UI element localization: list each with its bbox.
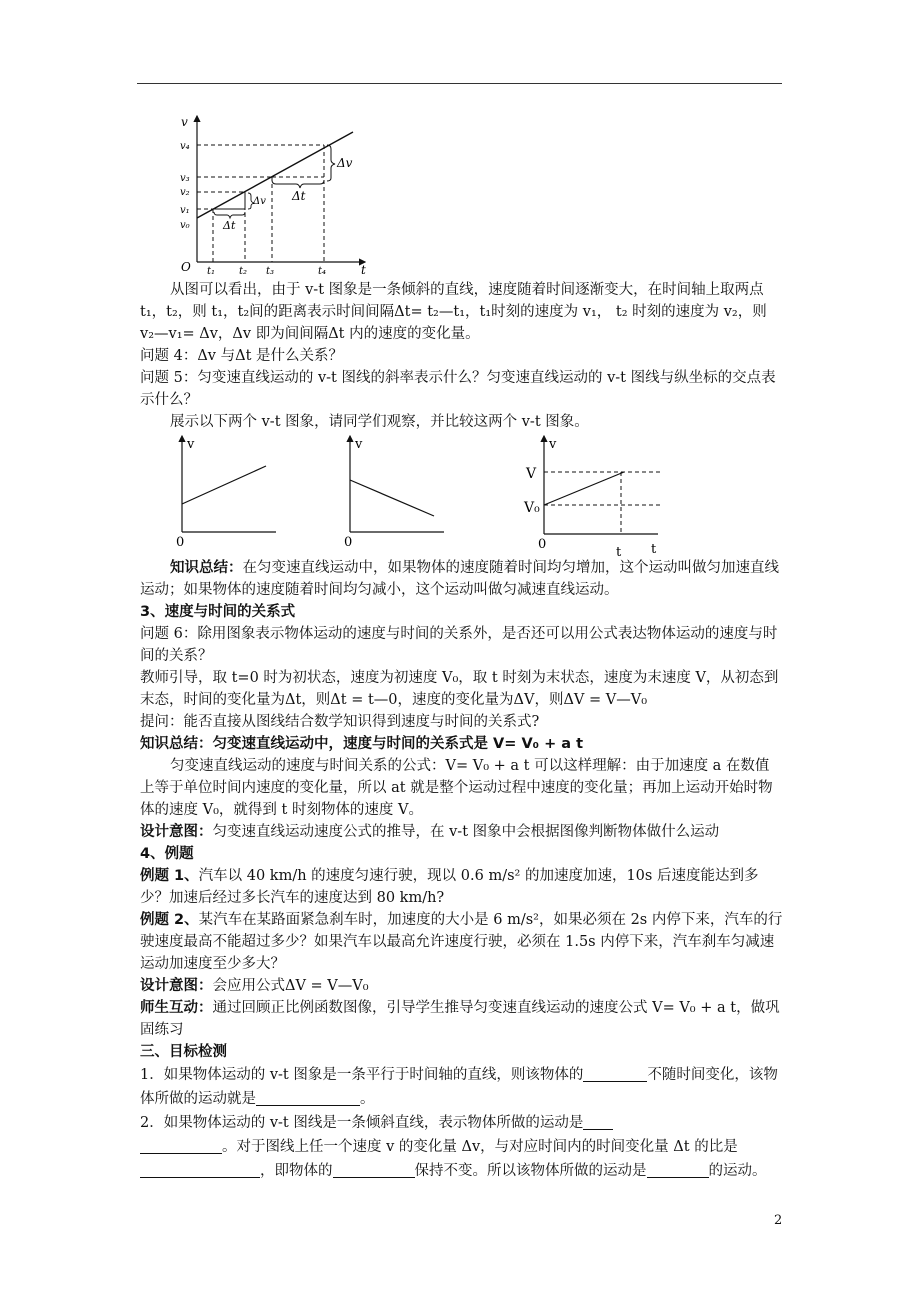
- graph-formula: [520, 432, 670, 562]
- tick-t2: t₂: [239, 266, 248, 277]
- tick-v3: v₃: [180, 173, 190, 184]
- knowledge-summary-1-text: 在匀变速直线运动中，如果物体的速度随着时间均匀增加，这个运动叫做匀加速直线运动；如果物体的速度随着时间均匀减小，这个运动叫做匀减速直线运动。: [140, 560, 779, 598]
- check-2-part-c: ，即物体的: [260, 1163, 333, 1179]
- graph3-V0-label: V₀: [524, 500, 540, 516]
- question-4: 问题 4：Δv 与Δt 是什么关系？: [140, 348, 344, 364]
- example-1-text: 汽车以 40 km/h 的速度匀速行驶，现以 0.6 m/s² 的加速度加速，10s 后速度能达到多少？加速后经过多长汽车的速度达到 80 km/h?: [140, 868, 759, 906]
- section-heading-3: 3、速度与时间的关系式: [140, 604, 296, 620]
- x-axis-label: t: [361, 263, 366, 277]
- design-intent-1-label: 设计意图：: [140, 824, 213, 840]
- design-intent-1-text: 匀变速直线运动速度公式的推导，在 v-t 图象中会根据图像判断物体做什么运动: [212, 824, 720, 840]
- graph-decreasing: [338, 432, 448, 550]
- knowledge-summary-2: 知识总结：匀变速直线运动中，速度与时间的关系式是 V= V₀ + a t: [140, 736, 584, 752]
- check-2-part-a: 2．如果物体运动的 v-t 图线是一条倾斜直线，表示物体所做的运动是: [140, 1115, 584, 1131]
- graph3-V-label: V: [526, 466, 537, 482]
- delta-v-small-label: Δv: [253, 196, 266, 207]
- graph2-y-label: v: [355, 437, 363, 452]
- design-intent-2: [140, 975, 783, 997]
- tick-v0: v₀: [180, 220, 190, 231]
- page-number: 2: [774, 1213, 783, 1228]
- origin-label: O: [181, 260, 191, 274]
- example-2-label: 例题 2、: [140, 912, 199, 928]
- graph1-line: [182, 466, 266, 504]
- tick-t4: t₄: [318, 266, 327, 277]
- check-2-blank-3[interactable]: [333, 1163, 415, 1178]
- check-2-blank-4[interactable]: [647, 1163, 709, 1178]
- knowledge-summary-1: [140, 557, 783, 601]
- section-heading-check: 三、目标检测: [140, 1044, 227, 1060]
- check-question-2: [140, 1111, 783, 1183]
- delta-t-label: Δt: [292, 189, 306, 203]
- check-2-blank-1a[interactable]: [583, 1115, 613, 1130]
- question-ask: 提问：能否直接从图线结合数学知识得到速度与时间的关系式?: [140, 714, 540, 730]
- teacher-guide: 教师引导，取 t=0 时为初状态，速度为初速度 V₀，取 t 时刻为末状态，速度为末速度 V，从初态到末态，时间的变化量为Δt，则Δt = t—0，速度的变化量为ΔV，则ΔV = V—V₀: [140, 670, 779, 708]
- tick-v4: v₄: [180, 141, 190, 152]
- graph-increasing: [170, 432, 280, 550]
- section-heading-4: 4、例题: [140, 846, 194, 862]
- figure-vt-graph: [175, 110, 375, 280]
- check-1-part-a: 1．如果物体运动的 v-t 图象是一条平行于时间轴的直线，则该物体的: [140, 1067, 584, 1083]
- paragraph-explanation: 从图可以看出，由于 v-t 图象是一条倾斜的直线，速度随着时间逐渐变大，在时间轴上取两点 t₁，t₂，则 t₁，t₂间的距离表示时间间隔Δt= t₂—t₁，t₁时刻的速度为 v₁， t₂ 时刻的速度为 v₂，则 v₂—v₁= Δv，Δv 即为间间隔Δt 内的速度的变化量。: [140, 282, 767, 342]
- check-1-part-b: 不随时间变化，该物体所做的运动就是: [140, 1067, 778, 1107]
- example-2: [140, 909, 783, 975]
- tick-v1: v₁: [180, 205, 190, 216]
- check-1-part-c: 。: [360, 1091, 375, 1107]
- graph2-origin: 0: [344, 535, 353, 550]
- graph2-line: [350, 480, 434, 516]
- tick-t3: t₃: [266, 266, 275, 277]
- graph3-line: [544, 472, 624, 505]
- delta-t-small-label: Δt: [223, 219, 236, 232]
- check-2-part-e: 的运动。: [708, 1163, 767, 1179]
- design-intent-1: [140, 821, 783, 843]
- graph3-y-label: v: [549, 437, 557, 452]
- graph3-t-axis: t: [651, 542, 657, 557]
- y-axis-label: v: [181, 115, 188, 129]
- header-rule: [137, 83, 782, 84]
- design-intent-2-text: 会应用公式ΔV = V—V₀: [212, 978, 369, 994]
- check-2-blank-2[interactable]: [140, 1163, 260, 1178]
- graph3-t-tick: t: [616, 545, 622, 560]
- teacher-student-interaction: [140, 997, 783, 1041]
- graph1-y-label: v: [187, 437, 195, 452]
- graph1-origin: 0: [176, 535, 185, 550]
- interaction-label: 师生互动：: [140, 1000, 213, 1016]
- example-2-text: 某汽车在某路面紧急刹车时，加速度的大小是 6 m/s²，如果必须在 2s 内停下来，汽车的行驶速度最高不能超过多少？如果汽车以最高允许速度行驶，必须在 1.5s 内停下来，汽车刹车匀减速运动加速度至少多大？: [140, 912, 783, 972]
- example-1-label: 例题 1、: [140, 868, 199, 884]
- check-1-blank-1[interactable]: [583, 1067, 647, 1082]
- delta-t-brace: [272, 180, 324, 188]
- formula-explanation: 匀变速直线运动的速度与时间关系的公式：V= V₀ + a t 可以这样理解：由于加速度 a 在数值上等于单位时间内速度的变化量，所以 at 就是整个运动过程中速度的变化量；再加上运动开始时物体的速度 V₀，就得到 t 时刻物体的速度 V。: [140, 758, 773, 818]
- delta-v-brace: [327, 145, 335, 181]
- graph3-origin: 0: [538, 537, 547, 552]
- design-intent-2-label: 设计意图：: [140, 978, 213, 994]
- question-5: 问题 5：匀变速直线运动的 v-t 图线的斜率表示什么？匀变速直线运动的 v-t 图线与纵坐标的交点表示什么？: [140, 370, 776, 408]
- delta-v-label: Δv: [337, 156, 353, 170]
- knowledge-summary-1-label: 知识总结：: [170, 560, 243, 576]
- interaction-text: 通过回顾正比例函数图像，引导学生推导匀变速直线运动的速度公式 V= V₀ + a t，做巩固练习: [140, 1000, 780, 1038]
- tick-v2: v₂: [180, 187, 190, 198]
- example-1: [140, 865, 783, 909]
- check-2-part-b: 。对于图线上任一个速度 v 的变化量 Δv，与对应时间内的时间变化量 Δt 的比是: [222, 1139, 738, 1155]
- tick-t1: t₁: [207, 266, 216, 277]
- check-2-blank-1b[interactable]: [140, 1139, 222, 1154]
- check-1-blank-2[interactable]: [256, 1091, 360, 1106]
- check-2-part-d: 保持不变。所以该物体所做的运动是: [414, 1163, 647, 1179]
- check-question-1: [140, 1063, 783, 1111]
- question-6: 问题 6：除用图象表示物体运动的速度与时间的关系外，是否还可以用公式表达物体运动的速度与时间的关系？: [140, 626, 778, 664]
- show-graphs-text: 展示以下两个 v-t 图象，请同学们观察，并比较这两个 v-t 图象。: [170, 414, 589, 430]
